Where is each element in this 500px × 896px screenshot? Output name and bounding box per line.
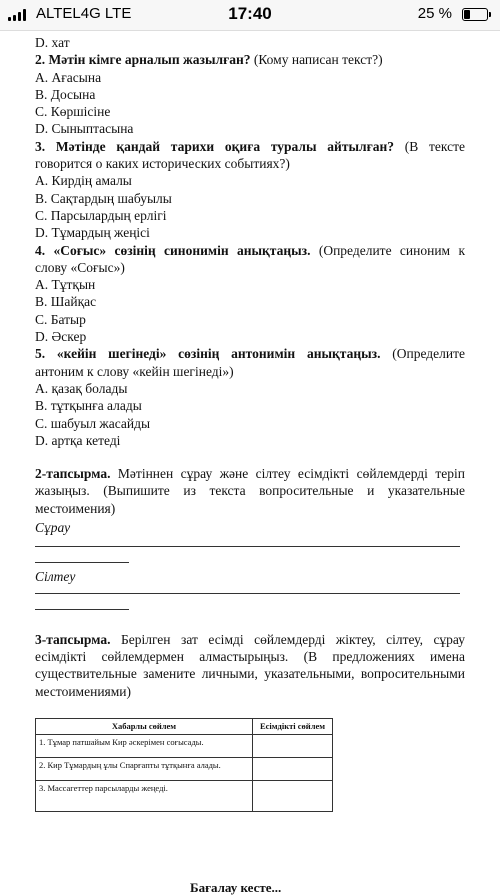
q3-option-a: A. Кирдің амалы <box>35 173 132 189</box>
status-time: 17:40 <box>228 4 272 23</box>
question-3-title: 3. Мәтінде қандай тарихи оқиға туралы айтылған? <box>35 138 394 154</box>
q2-option-d: D. Сыныптасына <box>35 121 134 137</box>
label-demonstrative-pronouns: Сілтеу <box>35 569 76 585</box>
carrier-label: ALTEL4G LTE <box>36 5 132 22</box>
table-cell: 3. Массагеттер парсыларды жеңеді. <box>36 780 253 811</box>
answer-line <box>35 562 129 563</box>
question-5 <box>35 345 465 380</box>
q4-option-c: C. Батыр <box>35 311 86 327</box>
q2-option-b: B. Досына <box>35 86 96 102</box>
question-4-translation: (Определите синоним к слову «Соғыс») <box>35 242 465 275</box>
table-cell-answer <box>253 734 333 757</box>
q3-option-c: C. Парсылардың ерлігі <box>35 207 167 223</box>
table-header-row <box>36 718 333 734</box>
task-3-text: Берілген зат есімді сөйлемдерді жіктеу, сілтеу, сұрау есімдікті сөйлемдермен алмастырыңыз. (В предложениях имена существительные замените личными, указательными, вопросительными местоимениями) <box>35 631 465 699</box>
question-4-title: 4. «Соғыс» сөзінің синонимін анықтаңыз. <box>35 242 311 258</box>
task-3-title: 3-тапсырма. <box>35 631 111 647</box>
table-cell-answer <box>253 780 333 811</box>
column-header-pronoun-sentence: Есімдікті сөйлем <box>253 718 333 734</box>
document-page <box>35 30 465 812</box>
column-header-statement: Хабарлы сөйлем <box>36 718 253 734</box>
task-3 <box>35 631 465 700</box>
question-5-translation: (Определите антоним к слову «кейін шегінеді») <box>35 346 465 379</box>
q4-option-a: A. Тұтқын <box>35 277 96 293</box>
table-row <box>36 780 333 811</box>
table-cell-answer <box>253 757 333 780</box>
question-3 <box>35 138 465 173</box>
question-2-translation: (Кому написан текст?) <box>250 52 383 68</box>
answer-line <box>35 546 460 547</box>
question-2-title: 2. Мәтін кімге арналып жазылған? <box>35 52 251 68</box>
question-4 <box>35 242 465 277</box>
table-cell: 1. Тұмар патшайым Кир әскерімен соғысады. <box>36 734 253 757</box>
question-5-title: 5. «кейін шегінеді» сөзінің антонимін анықтаңыз. <box>35 346 381 362</box>
q2-option-c: C. Көршісіне <box>35 104 111 120</box>
question-3-translation: (В тексте говорится о каких исторических событиях?) <box>35 138 465 172</box>
question-2 <box>35 51 465 68</box>
battery-percent: 25 % <box>417 5 452 22</box>
table-row <box>36 757 333 780</box>
q4-option-d: D. Әскер <box>35 329 87 345</box>
label-question-pronouns: Сұрау <box>35 520 71 536</box>
q4-option-b: B. Шайқас <box>35 294 97 310</box>
status-bar <box>0 0 500 31</box>
signal-strength-icon <box>8 9 28 21</box>
answer-line <box>35 593 460 594</box>
q5-option-a: A. қазақ болады <box>35 380 128 396</box>
sentence-table <box>35 718 333 812</box>
task-2-text: Мәтіннен сұрау және сілтеу есімдікті сөйлемдерді теріп жазыңыз. (Выпишите из текста вопросительные и указательные местоимения) <box>35 466 465 516</box>
table-row <box>36 734 333 757</box>
q5-option-b: B. тұтқынға алады <box>35 398 142 414</box>
q5-option-d: D. артқа кетеді <box>35 432 121 448</box>
q5-option-c: C. шабуыл жасайды <box>35 415 151 431</box>
q3-option-d: D. Тұмардың жеңісі <box>35 225 150 241</box>
q1-option-d: D. хат <box>35 35 70 50</box>
q3-option-b: B. Сақтардың шабуылы <box>35 190 172 206</box>
q2-option-a: A. Ағасына <box>35 69 102 85</box>
task-2 <box>35 465 465 517</box>
battery-icon <box>462 8 488 21</box>
cut-off-heading: Бағалау кесте... <box>190 880 282 895</box>
task-2-title: 2-тапсырма. <box>35 466 111 482</box>
table-cell: 2. Кир Тұмардың ұлы Спарғапты тұтқынға алады. <box>36 757 253 780</box>
